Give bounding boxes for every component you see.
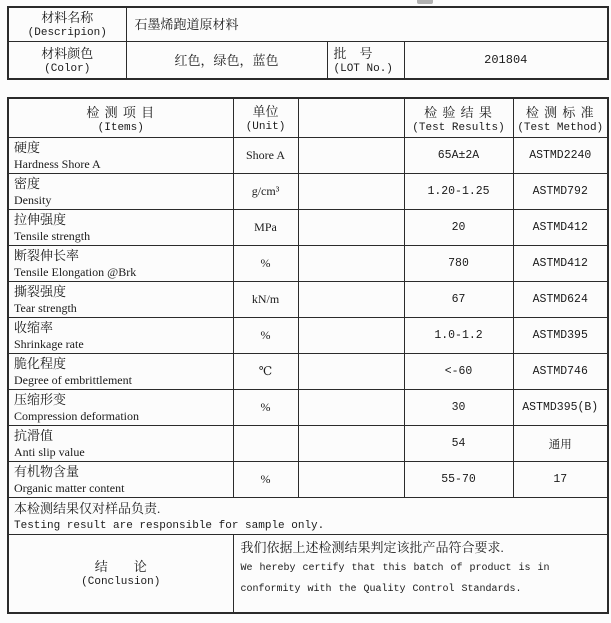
results-header-en: (Test Results): [412, 121, 505, 134]
item-cell: [8, 138, 233, 174]
item-cell: [8, 318, 233, 354]
unit-column-header: [233, 98, 298, 138]
result-cell: 20: [404, 210, 513, 246]
items-header-en: (Items): [97, 121, 144, 134]
result-cell: 55-70: [404, 462, 513, 498]
item-cell: [8, 174, 233, 210]
material-info-table: [7, 6, 609, 80]
unit-cell: g/cm³: [233, 174, 298, 210]
test-table-header: [8, 98, 608, 138]
method-cell: ASTMD412: [513, 246, 608, 282]
item-name-en: Shrinkage rate: [14, 337, 84, 351]
item-name-en: Tear strength: [14, 301, 77, 315]
blank-cell: [298, 246, 404, 282]
item-name-cn: 撕裂强度: [14, 284, 67, 299]
item-name-cn: 有机物含量: [14, 464, 80, 479]
table-row: [8, 462, 608, 498]
item-name-cn: 脆化程度: [14, 356, 67, 371]
material-color-row: [8, 42, 608, 80]
item-name-cn: 断裂伸长率: [14, 248, 80, 263]
item-cell: [8, 282, 233, 318]
material-name-label-cn: 材料名称: [41, 10, 94, 25]
item-name-en: Anti slip value: [14, 445, 85, 459]
lot-value: 201804: [404, 42, 608, 80]
table-row: [8, 390, 608, 426]
method-cell: ASTMD395: [513, 318, 608, 354]
table-row: [8, 354, 608, 390]
blank-cell: [298, 354, 404, 390]
item-name-en: Hardness Shore A: [14, 157, 101, 171]
item-name-en: Tensile Elongation @Brk: [14, 265, 137, 279]
conclusion-label: [8, 535, 233, 614]
material-color-label-en: (Color): [44, 62, 91, 75]
method-cell: ASTMD624: [513, 282, 608, 318]
item-cell: [8, 246, 233, 282]
conclusion-text-en: We hereby certify that this batch of product is in conformity with the Quality Control Standards.: [240, 563, 550, 595]
unit-cell: ℃: [233, 354, 298, 390]
results-column-header: [404, 98, 513, 138]
blank-cell: [298, 390, 404, 426]
table-row: [8, 318, 608, 354]
result-cell: 65A±2A: [404, 138, 513, 174]
method-column-header: [513, 98, 608, 138]
disclaimer-en: Testing result are responsible for sample only.: [14, 519, 325, 532]
table-row: [8, 210, 608, 246]
conclusion-text-cn: 我们依据上述检测结果判定该批产品符合要求.: [240, 540, 504, 555]
unit-cell: MPa: [233, 210, 298, 246]
result-cell: 30: [404, 390, 513, 426]
material-name-row: [8, 7, 608, 42]
footer-rows: [8, 498, 608, 614]
lot-label: [327, 42, 404, 80]
results-header-cn: 检 验 结 果: [424, 104, 493, 120]
table-row: [8, 426, 608, 462]
blank-cell: [298, 174, 404, 210]
table-row: [8, 246, 608, 282]
material-color-value: 红色，绿色，蓝色: [126, 42, 327, 80]
method-cell: ASTMD2240: [513, 138, 608, 174]
unit-header-cn: 单位: [252, 103, 279, 119]
item-name-en: Organic matter content: [14, 481, 125, 495]
method-cell: ASTMD792: [513, 174, 608, 210]
method-cell: 通用: [513, 426, 608, 462]
method-cell: ASTMD412: [513, 210, 608, 246]
disclaimer-cell: [8, 498, 608, 535]
conclusion-label-en: (Conclusion): [81, 576, 161, 588]
table-row: [8, 174, 608, 210]
material-color-label: [8, 42, 126, 80]
result-cell: 1.20-1.25: [404, 174, 513, 210]
method-header-cn: 检 测 标 准: [525, 104, 595, 120]
material-name-value: 石墨烯跑道原材料: [126, 7, 608, 42]
table-row: [8, 282, 608, 318]
disclaimer-row: [8, 498, 608, 535]
item-cell: [8, 426, 233, 462]
header-row: [8, 98, 608, 138]
unit-header-en: (Unit): [245, 120, 286, 133]
item-name-en: Degree of embrittlement: [14, 373, 132, 387]
item-name-cn: 拉伸强度: [14, 212, 67, 227]
items-column-header: [8, 98, 233, 138]
method-header-en: (Test Method): [517, 121, 604, 134]
item-name-en: Tensile strength: [14, 229, 91, 243]
unit-cell: Shore A: [233, 138, 298, 174]
result-cell: <-60: [404, 354, 513, 390]
unit-cell: %: [233, 318, 298, 354]
method-cell: 17: [513, 462, 608, 498]
result-cell: 67: [404, 282, 513, 318]
material-color-label-cn: 材料颜色: [41, 45, 94, 61]
item-name-en: Compression deformation: [14, 409, 139, 423]
result-cell: 54: [404, 426, 513, 462]
result-cell: 780: [404, 246, 513, 282]
lot-label-cn: 批 号: [333, 45, 373, 61]
item-cell: [8, 354, 233, 390]
item-cell: [8, 390, 233, 426]
item-name-cn: 硬度: [14, 140, 41, 155]
material-name-label: [8, 7, 126, 42]
method-cell: ASTMD395(B): [513, 390, 608, 426]
scan-artifact: [417, 0, 433, 4]
table-row: [8, 138, 608, 174]
blank-cell: [298, 318, 404, 354]
result-cell: 1.0-1.2: [404, 318, 513, 354]
conclusion-label-cn: 结 论: [94, 559, 147, 574]
items-header-cn: 检 测 项 目: [86, 104, 156, 120]
method-cell: ASTMD746: [513, 354, 608, 390]
unit-cell: kN/m: [233, 282, 298, 318]
item-name-en: Density: [14, 193, 52, 207]
blank-cell: [298, 426, 404, 462]
item-cell: [8, 210, 233, 246]
conclusion-body: [233, 535, 608, 614]
unit-cell: %: [233, 390, 298, 426]
unit-cell: %: [233, 246, 298, 282]
blank-cell: [298, 462, 404, 498]
unit-cell: %: [233, 462, 298, 498]
test-results-table: [7, 97, 609, 614]
blank-cell: [298, 210, 404, 246]
item-name-cn: 密度: [14, 176, 41, 191]
lot-label-en: (LOT No.): [333, 62, 393, 75]
item-name-cn: 抗滑值: [14, 428, 54, 443]
material-name-label-en: (Descripion): [27, 27, 107, 39]
blank-cell: [298, 282, 404, 318]
disclaimer-cn: 本检测结果仅对样品负责.: [14, 500, 161, 516]
blank-cell: [298, 138, 404, 174]
conclusion-row: [8, 535, 608, 614]
blank-column-header: [298, 98, 404, 138]
item-name-cn: 压缩形变: [14, 392, 67, 407]
item-name-cn: 收缩率: [14, 320, 54, 335]
unit-cell: [233, 426, 298, 462]
item-cell: [8, 462, 233, 498]
test-rows: [8, 138, 608, 498]
